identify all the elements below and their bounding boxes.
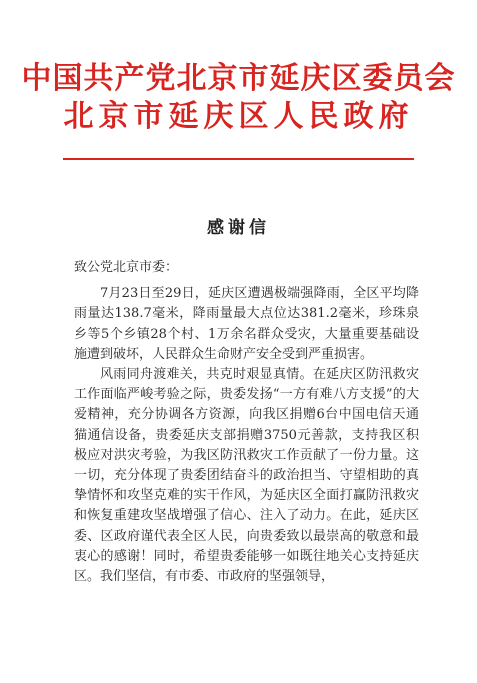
letterhead-org-party-committee: 中国共产党北京市延庆区委员会: [21, 61, 456, 96]
letterhead: [0, 60, 477, 136]
letterhead-org-government: 北京市延庆区人民政府: [63, 99, 414, 134]
salutation: 致公党北京市委：: [74, 260, 179, 275]
letter-body: [74, 258, 419, 587]
paragraph-1: 7月23日至29日，延庆区遭遇极端强降雨，全区平均降雨量达138.7毫米，降雨量最大点位达381.2毫米，珍珠泉乡等5个乡镇28个村、1万余名群众受灾，大量重要基础设施遭到破坏，人民群众生命财产安全受到严重损害。: [74, 286, 419, 362]
letterhead-divider: [63, 158, 414, 160]
paragraph-2: 风雨同舟渡难关，共克时艰显真情。在延庆区防汛救灾工作面临严峻考验之际，贵委发扬“一方有难八方支援”的大爱精神，充分协调各方资源，向我区捐赠6台中国电信天通猫通信设备，贵委延庆支部捐赠3750元善款，支持我区积极应对洪灾考验，为我区防汛救灾工作贡献了一份力量。这一切，充分体现了贵委团结奋斗的政治担当、守望相助的真挚情怀和攻坚克难的实干作风，为延庆区全面打赢防汛救灾和恢复重建攻坚战增强了信心、注入了动力。在此，延庆区委、区政府谨代表全区人民，向贵委致以最崇高的敬意和最衷心的感谢！同时，希望贵委能够一如既往地关心支持延庆区。我们坚信，有市委、市政府的坚强领导，: [74, 367, 419, 585]
letter-title: 感谢信: [207, 218, 270, 238]
